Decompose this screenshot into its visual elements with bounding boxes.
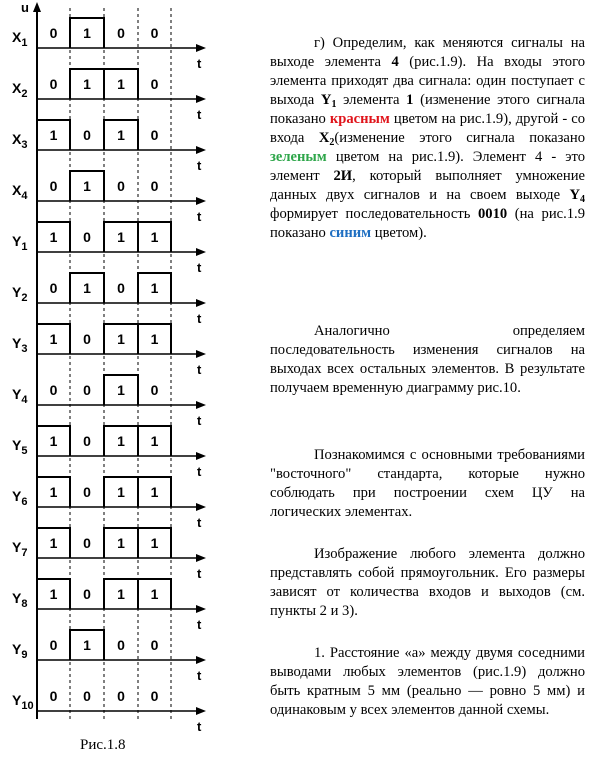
bit-value: 1 <box>117 127 125 143</box>
bit-value: 0 <box>49 25 58 41</box>
time-axis-arrow-icon <box>196 401 206 409</box>
paragraph-5: 1. Расстояние «а» между двумя соседними выводами любых элементов (рис.1.9) должно быть кратным 5 мм (реально — ровно 5 мм) и одинаковым у всех элементов данной схемы. <box>270 645 585 718</box>
bit-value: 1 <box>83 178 91 194</box>
bit-value: 1 <box>83 25 91 41</box>
signal-label: $Y_9$ <box>12 641 28 661</box>
bit-value: 1 <box>49 433 58 449</box>
bit-value: 1 <box>117 484 125 500</box>
bit-value: 0 <box>150 76 159 92</box>
bit-value: 0 <box>117 688 125 704</box>
paragraph-3: Познакомимся с основными требованиями "восточного" стандарта, которые нужно соблюдать при построении схем ЦУ на логических элементах. <box>270 447 585 520</box>
u-axis-arrow-icon <box>33 2 41 12</box>
bit-value: 0 <box>150 178 159 194</box>
bit-value: 0 <box>83 382 91 398</box>
bit-value: 0 <box>49 688 58 704</box>
time-axis-arrow-icon <box>196 44 206 52</box>
bit-value: 1 <box>49 331 58 347</box>
time-axis-label: t <box>197 413 202 428</box>
timing-diagram <box>0 0 265 740</box>
bit-value: 1 <box>150 331 159 347</box>
bit-value: 1 <box>117 586 125 602</box>
signal-label: $Y_5$ <box>12 437 28 457</box>
signal-label-index: 2 <box>21 88 28 100</box>
bit-value: 1 <box>117 76 125 92</box>
time-axis-label: t <box>197 107 202 122</box>
time-axis-arrow-icon <box>196 146 206 154</box>
bit-value: 1 <box>150 535 159 551</box>
time-axis-arrow-icon <box>196 452 206 460</box>
bit-value: 0 <box>150 25 159 41</box>
signal-label-index: 5 <box>21 445 28 457</box>
time-axis-arrow-icon <box>196 299 206 307</box>
signal-label-index: 2 <box>21 292 28 304</box>
bit-value: 1 <box>117 433 125 449</box>
bit-value: 0 <box>83 586 91 602</box>
bit-value: 0 <box>49 637 58 653</box>
signal-label-index: 7 <box>21 547 28 559</box>
bit-value: 0 <box>83 127 91 143</box>
bit-value: 0 <box>117 25 125 41</box>
signal-label: $Y_7$ <box>12 539 28 559</box>
time-axis-label: t <box>197 464 202 479</box>
bit-value: 1 <box>117 331 125 347</box>
signal-label: $X_3$ <box>12 131 28 151</box>
time-axis-arrow-icon <box>196 197 206 205</box>
bit-value: 1 <box>83 280 91 296</box>
bit-value: 0 <box>49 76 58 92</box>
bit-value: 0 <box>150 382 159 398</box>
bit-value: 0 <box>117 280 125 296</box>
signal-label-index: 1 <box>21 241 28 253</box>
bit-value: 0 <box>83 331 91 347</box>
time-axis-label: t <box>197 515 202 530</box>
bit-value: 0 <box>49 382 58 398</box>
bit-value: 1 <box>117 535 125 551</box>
bit-value: 0 <box>83 535 91 551</box>
bit-value: 1 <box>83 637 91 653</box>
time-axis-arrow-icon <box>196 503 206 511</box>
signal-label: $X_1$ <box>12 29 28 49</box>
time-axis-label: t <box>197 566 202 581</box>
paragraph-1: г) Определим, как меняются сигналы на выходе элемента 4 (рис.1.9). На входы этого элемента приходят два сигнала: один поступает с выхода $Y_1$ элемента 1 (изменение этого сигнала показано красным цветом на рис.1.9), другой - со входа $X_2(изменение$ этого сигнала показано зеленым цветом на рис.1.9). Элемент 4 - это элемент 2И, который выполняет умножение данных двух сигналов и на своем выходе $Y_4$ формирует последовательность 0010 (на рис.1.9 показано синим цветом). <box>270 35 586 241</box>
time-axis-label: t <box>197 719 202 734</box>
signal-label-index: 3 <box>21 139 28 151</box>
signal-label-index: 3 <box>21 343 28 355</box>
bit-value: 1 <box>49 535 58 551</box>
signal-label-index: 4 <box>21 394 28 406</box>
signal-label: $X_4$ <box>12 182 28 202</box>
signal-label-index: 6 <box>21 496 28 508</box>
time-axis-arrow-icon <box>196 707 206 715</box>
bit-value: 0 <box>150 127 159 143</box>
time-axis-arrow-icon <box>196 95 206 103</box>
signal-label: $X_2$ <box>12 80 28 100</box>
time-axis-label: t <box>197 311 202 326</box>
bit-value: 0 <box>117 178 125 194</box>
bit-value: 1 <box>150 433 159 449</box>
time-axis-arrow-icon <box>196 554 206 562</box>
time-axis-label: t <box>197 617 202 632</box>
signal-label-index: 8 <box>21 598 28 610</box>
bit-value: 0 <box>83 484 91 500</box>
time-axis-label: t <box>197 668 202 683</box>
time-axis-arrow-icon <box>196 656 206 664</box>
signal-label: $Y_8$ <box>12 590 28 610</box>
signal-label: $Y_3$ <box>12 335 28 355</box>
bit-value: 1 <box>49 586 58 602</box>
signal-label-index: 9 <box>21 649 28 661</box>
bit-value: 1 <box>117 229 125 245</box>
signal-label: $Y_1$ <box>12 233 28 253</box>
bit-value: 0 <box>150 688 159 704</box>
signal-label-index: 1 <box>21 37 28 49</box>
signal-label: $Y_6$ <box>12 488 28 508</box>
u-axis-label: u <box>21 0 29 15</box>
bit-value: 1 <box>150 586 159 602</box>
time-axis-label: t <box>197 56 202 71</box>
bit-value: 0 <box>49 178 58 194</box>
bit-value: 0 <box>49 280 58 296</box>
time-axis-label: t <box>197 362 202 377</box>
bit-value: 0 <box>150 637 159 653</box>
time-axis-label: t <box>197 209 202 224</box>
paragraph-4: Изображение любого элемента должно представлять собой прямоугольник. Его размеры зависят от количества входов и выходов (см. пункты 2 и 3). <box>270 546 585 619</box>
bit-value: 1 <box>49 484 58 500</box>
time-axis-arrow-icon <box>196 350 206 358</box>
time-axis-arrow-icon <box>196 605 206 613</box>
signal-label: $Y_2$ <box>12 284 28 304</box>
bit-value: 1 <box>150 280 159 296</box>
bit-value: 1 <box>49 229 58 245</box>
signal-label: $Y_4$ <box>12 386 28 406</box>
time-axis-arrow-icon <box>196 248 206 256</box>
bit-value: 0 <box>83 433 91 449</box>
bit-value: 1 <box>150 484 159 500</box>
bit-value: 1 <box>150 229 159 245</box>
signal-label-index: 10 <box>21 700 34 712</box>
time-axis-label: t <box>197 260 202 275</box>
paragraph-2: Аналогично определяем последовательность изменения сигналов на выходах всех остальных элементов. В результате получаем временную диаграмму рис.10. <box>270 323 585 396</box>
signal-label-index: 4 <box>21 190 28 202</box>
bit-value: 0 <box>83 229 91 245</box>
bit-value: 0 <box>83 688 91 704</box>
bit-value: 1 <box>83 76 91 92</box>
time-axis-label: t <box>197 158 202 173</box>
bit-value: 1 <box>117 382 125 398</box>
bit-value: 1 <box>49 127 58 143</box>
signal-label: $Y_{10}$ <box>12 692 34 712</box>
figure-caption: Рис.1.8 <box>80 737 126 753</box>
bit-value: 0 <box>117 637 125 653</box>
